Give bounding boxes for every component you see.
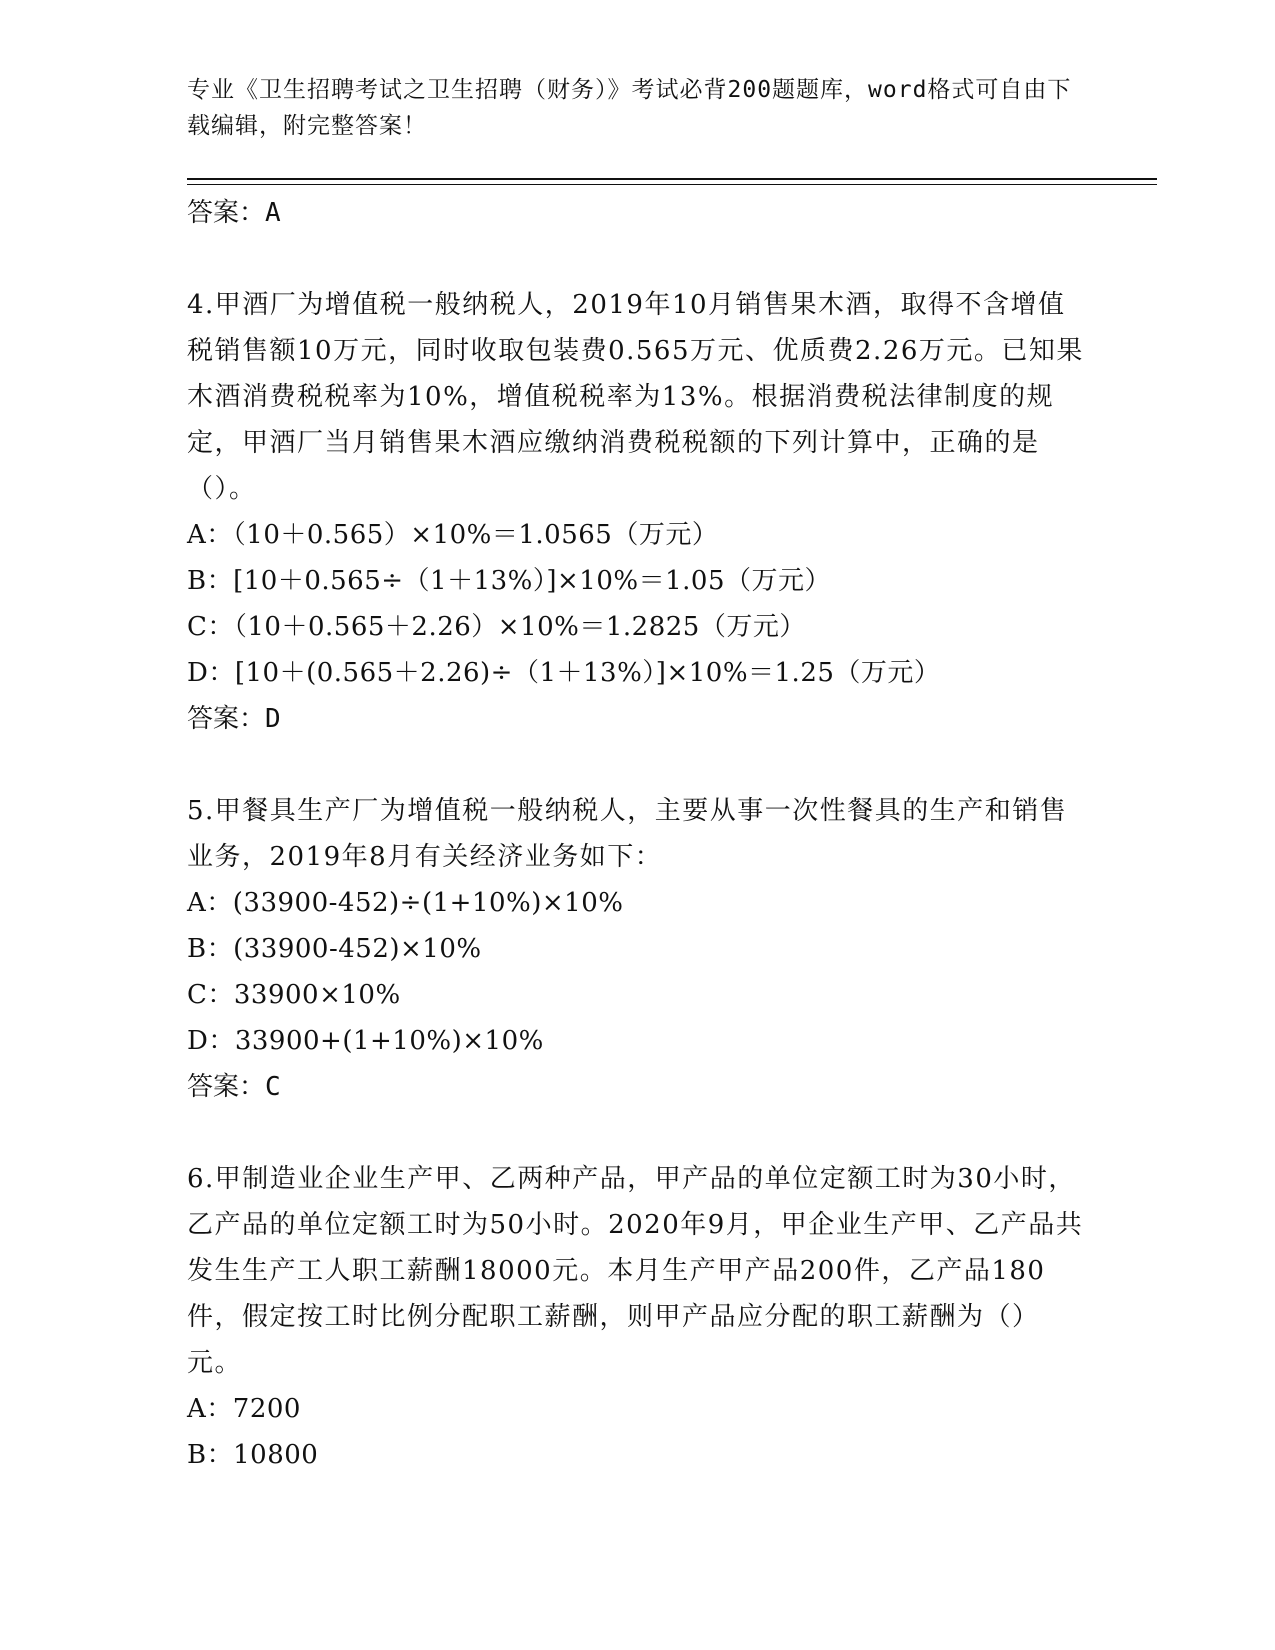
answer-line: 答案：D xyxy=(187,704,281,734)
question-stem: 4.甲酒厂为增值税一般纳税人，2019年10月销售果木酒，取得不含增值税销售额10万元，同时收取包装费0.565万元、优质费2.26万元。已知果木酒消费税税率为10%，增值税税率为13%。根据消费税法律制度的规定，甲酒厂当月销售果木酒应缴纳消费税税额的下列计算中，正确的是（）。 xyxy=(187,290,1084,504)
question-stem: 6.甲制造业企业生产甲、乙两种产品，甲产品的单位定额工时为30小时，乙产品的单位定额工时为50小时。2020年9月，甲企业生产甲、乙产品共发生生产工人职工薪酬18000元。本月生产甲产品200件，乙产品180件，假定按工时比例分配职工薪酬，则甲产品应分配的职工薪酬为（）元。 xyxy=(187,1164,1084,1378)
option-b: B：10800 xyxy=(187,1440,319,1470)
question-block xyxy=(187,282,1087,742)
header-divider-thin xyxy=(187,184,1157,185)
spacer xyxy=(187,1110,1087,1156)
option-d: D：33900+(1+10%)×10% xyxy=(187,1026,544,1056)
option-b: B：[10＋0.565÷（1＋13%）]×10%＝1.05（万元） xyxy=(187,566,831,596)
answer-line: 答案：A xyxy=(187,198,281,228)
question-stem: 5.甲餐具生产厂为增值税一般纳税人，主要从事一次性餐具的生产和销售业务，2019年8月有关经济业务如下： xyxy=(187,796,1068,872)
header-divider-thick xyxy=(187,178,1157,180)
option-c: C：33900×10% xyxy=(187,980,401,1010)
page-header: 专业《卫生招聘考试之卫生招聘（财务）》考试必背200题题库，word格式可自由下载编辑，附完整答案！ xyxy=(187,77,1072,139)
answer-line: 答案：C xyxy=(187,1072,281,1102)
question-block xyxy=(187,788,1087,1110)
spacer xyxy=(187,236,1087,282)
question-block xyxy=(187,1156,1087,1478)
spacer xyxy=(187,742,1087,788)
option-a: A：（10＋0.565）×10%＝1.0565（万元） xyxy=(187,520,719,550)
question-list xyxy=(187,190,1087,1478)
option-b: B：(33900-452)×10% xyxy=(187,934,482,964)
option-a: A：7200 xyxy=(187,1394,301,1424)
option-d: D：[10＋(0.565＋2.26)÷（1＋13%）]×10%＝1.25（万元） xyxy=(187,658,941,688)
option-a: A：(33900-452)÷(1+10%)×10% xyxy=(187,888,624,918)
option-c: C：（10＋0.565＋2.26）×10%＝1.2825（万元） xyxy=(187,612,806,642)
